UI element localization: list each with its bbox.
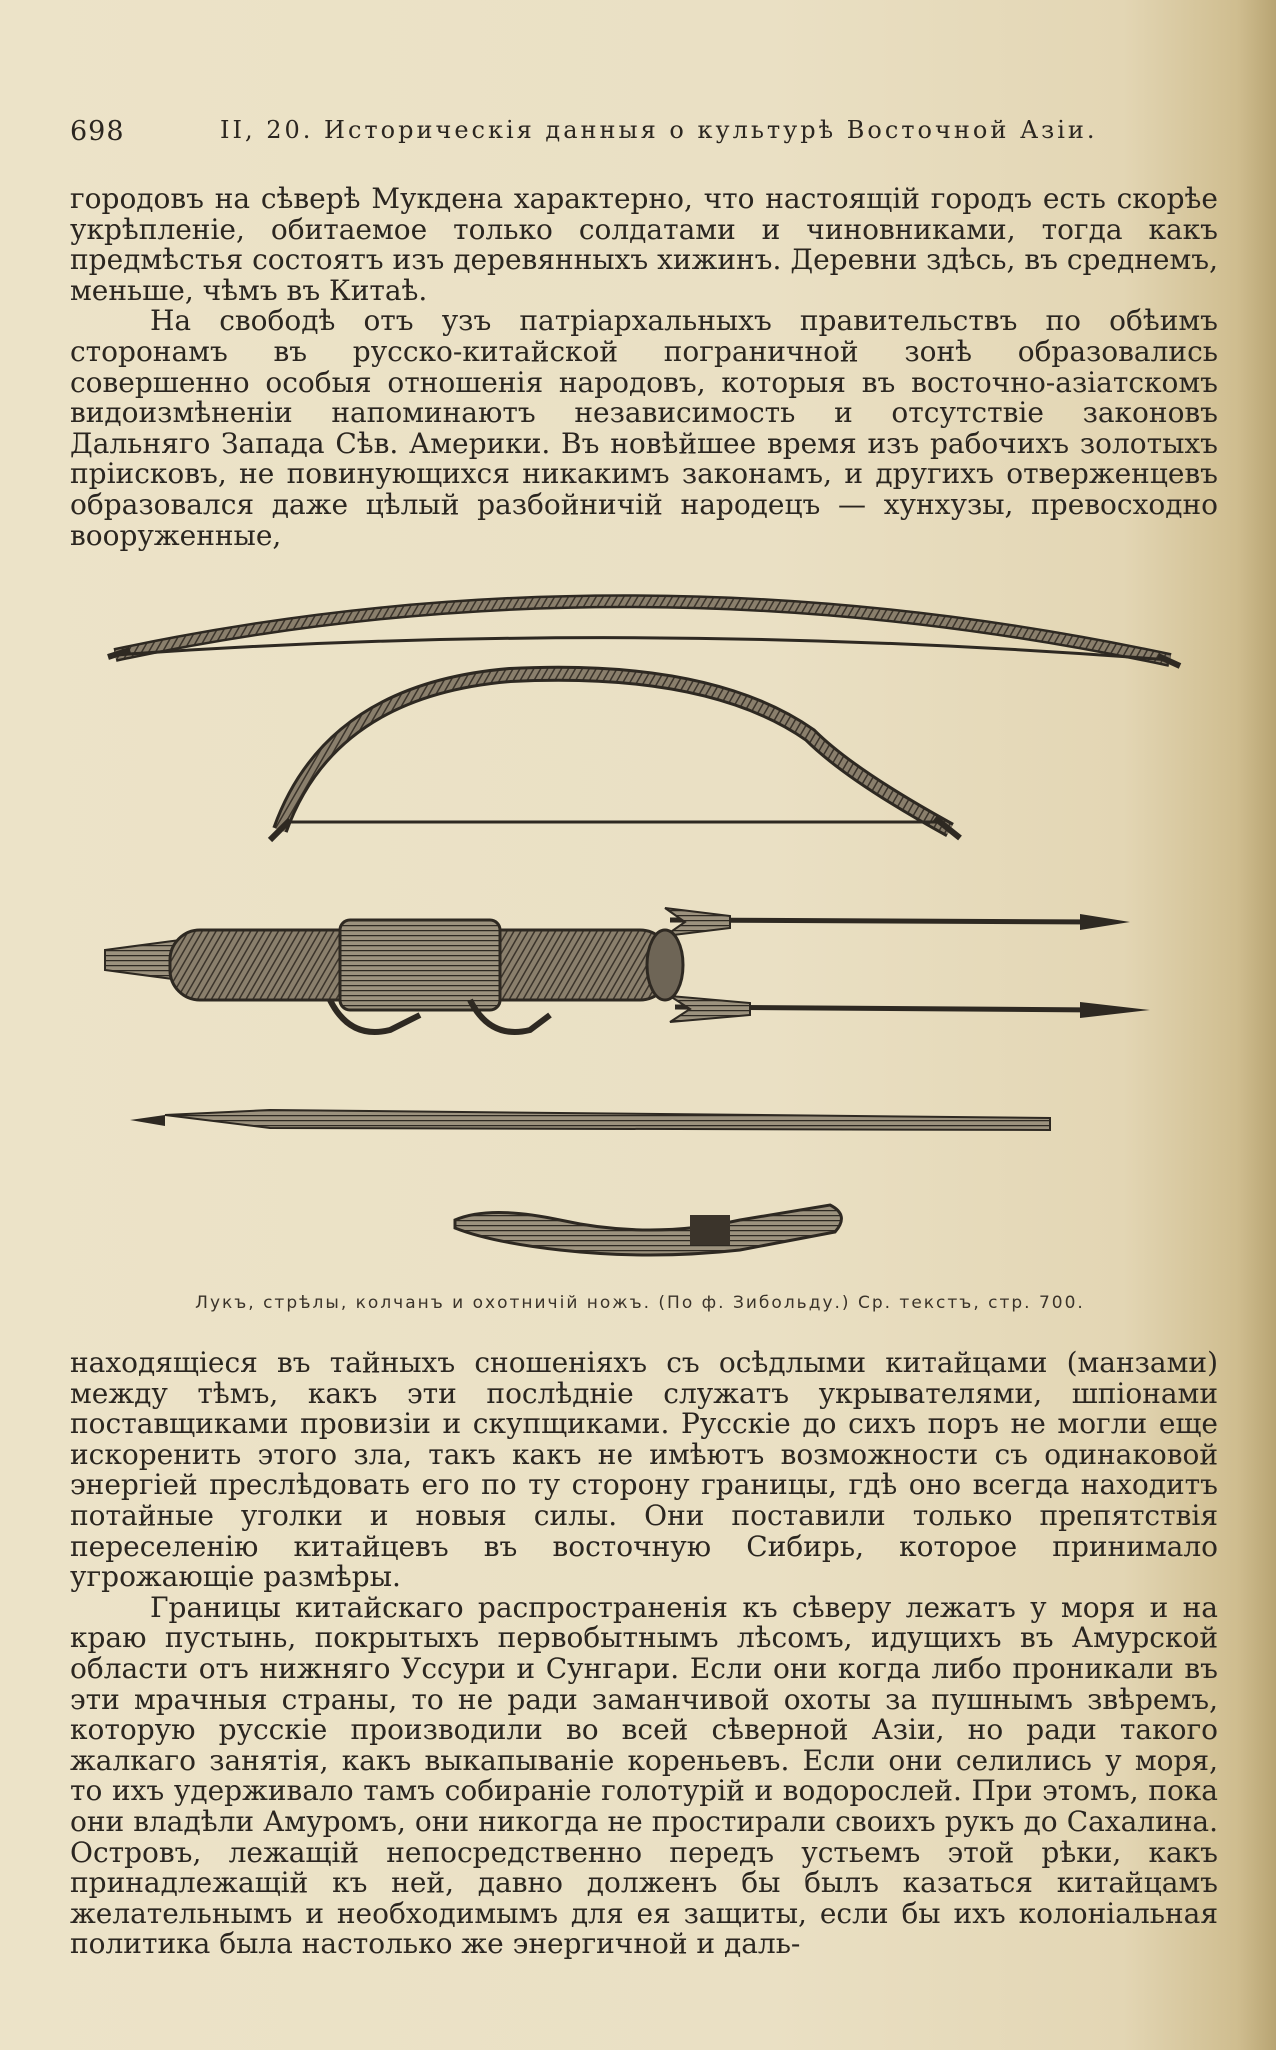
arrow-drawing-2: [670, 996, 1150, 1022]
paragraph: Границы китайскаго распространенія къ сѣверу лежатъ у моря и на краю пустынь, покрытыхъ первобытнымъ лѣсомъ, идущихъ въ Амурской области отъ нижняго Уссури и Сунгари. Если они когда либо проникали въ эти мрачныя страны, то не ради заманчивой охоты за пушнымъ звѣремъ, которую русскіе производили во всей сѣверной Азіи, но ради такого жалкаго занятія, какъ выкапываніе кореньевъ. Если они селились у моря, то ихъ удерживало тамъ собираніе голотурій и водорослей. При этомъ, пока они владѣли Амуромъ, они никогда не простирали своихъ рукъ до Сахалина. Островъ, лежащій непосредственно передъ устьемъ этой рѣки, какъ принадлежащій къ ней, давно долженъ бы былъ казаться китайцамъ желательнымъ и необходимымъ для ея защиты, если бы ихъ колоніальная политика была настолько же энергичной и даль-: [70, 1590, 1218, 1961]
short-bow-drawing: [270, 674, 960, 840]
body-text-top: [70, 184, 1218, 551]
quiver-drawing: [105, 920, 683, 1032]
page-number: 698: [70, 116, 125, 147]
paragraph: находящіеся въ тайныхъ сношеніяхъ съ осѣдлыми китайцами (манзами) между тѣмъ, какъ эти послѣдніе служатъ укрывателями, шпіонами поставщиками провизіи и скупщиками. Русскіе до сихъ поръ не могли еще искоренить этого зла, такъ какъ не имѣютъ возможности съ одинаковой энергіей преслѣдовать его по ту сторону границы, гдѣ оно всегда находитъ потайные уголки и новыя силы. Они поставили только препятствія переселенію китайцевъ въ восточную Сибирь, которое принимало угрожающіе размѣры.: [70, 1346, 1218, 1594]
body-text-bottom: [70, 1348, 1218, 1960]
engraving-figure: [90, 560, 1190, 1260]
paragraph: На свободѣ отъ узъ патріархальныхъ правительствъ по обѣимъ сторонамъ въ русско-китайской пограничной зонѣ образовались совершенно особыя отношенія народовъ, которыя въ восточно-азіатскомъ видоизмѣненіи напоминаютъ независимость и отсутствіе законовъ Дальняго Запада Сѣв. Америки. Въ новѣйшее время изъ рабочихъ золотыхъ пріисковъ, не повинующихся никакимъ законамъ, и другихъ отверженцевъ образовался даже цѣлый разбойничій народецъ — хунхузы, превосходно вооруженные,: [70, 304, 1218, 552]
arrow-drawing-1: [665, 908, 1130, 936]
long-arrow-drawing: [130, 1110, 1050, 1130]
figure-caption: Лукъ, стрѣлы, колчанъ и охотничій ножъ. (По ф. Зибольду.) Ср. текстъ, стр. 700.: [195, 1293, 1085, 1313]
long-bow-drawing: [108, 601, 1180, 666]
bow-arrows-quiver-knife-illustration: [90, 560, 1190, 1260]
hunting-knife-drawing: [455, 1205, 841, 1255]
paragraph: городовъ на сѣверѣ Мукдена характерно, что настоящій городъ есть скорѣе укрѣпленіе, обитаемое только солдатами и чиновниками, тогда какъ предмѣстья состоятъ изъ деревянныхъ хижинъ. Деревни здѣсь, въ среднемъ, меньше, чѣмъ въ Китаѣ.: [70, 182, 1218, 307]
running-title: II, 20. Историческія данныя о культурѣ Восточной Азіи.: [220, 116, 1098, 144]
page-header: [70, 112, 1210, 152]
